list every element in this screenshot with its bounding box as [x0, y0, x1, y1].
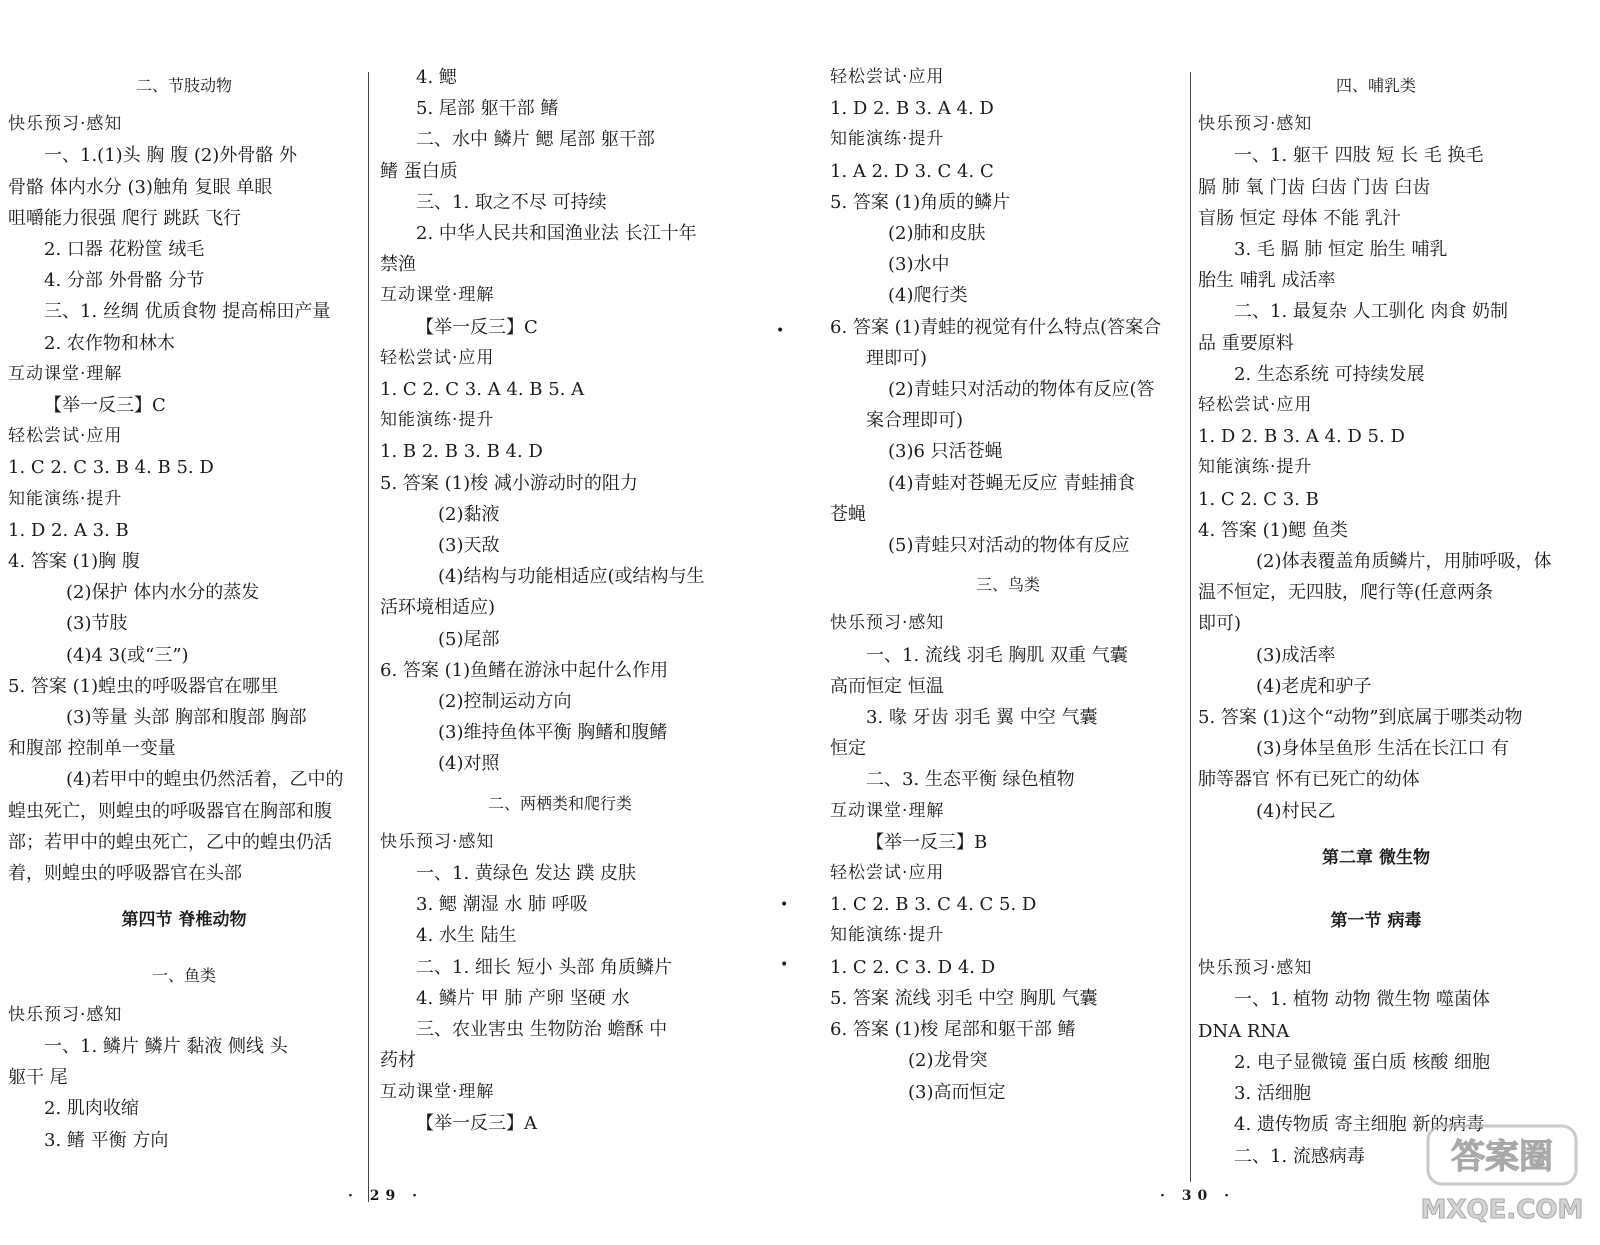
text-line: 肺等器官 怀有已死亡的幼体	[1198, 769, 1420, 791]
column-divider-right	[1190, 72, 1191, 1182]
subsection-label: 快乐预习·感知	[1198, 958, 1313, 979]
margin-dot: •	[776, 323, 785, 339]
subsection-label: 快乐预习·感知	[830, 613, 945, 634]
column-2	[380, 62, 740, 1182]
text-line: (5)尾部	[438, 628, 500, 650]
subsection-label: 轻松尝试·应用	[8, 426, 123, 447]
text-line: 药材	[380, 1050, 416, 1072]
subsection-label: 知能演练·提升	[8, 488, 123, 509]
text-line: 理即可)	[866, 347, 928, 369]
text-line: 和腹部 控制单一变量	[8, 738, 176, 760]
text-line: 5. 答案 (1)梭 减小游动时的阻力	[380, 472, 638, 494]
text-line: 1. C 2. B 3. C 4. C 5. D	[830, 894, 1037, 916]
section-heading: 一、鱼类	[151, 966, 216, 986]
subsection-label: 轻松尝试·应用	[380, 347, 495, 368]
text-line: 一、1.(1)头 胸 腹 (2)外骨骼 外	[44, 145, 298, 167]
text-line: 2. 电子显微镜 蛋白质 核酸 细胞	[1234, 1051, 1491, 1073]
text-line: (3)维持鱼体平衡 胸鳍和腹鳍	[438, 722, 668, 744]
text-line: 案合理即可)	[866, 410, 964, 432]
text-line: 二、1. 细长 短小 头部 角质鳞片	[416, 956, 673, 978]
text-line: 4. 鳞片 甲 肺 产卵 坚硬 水	[416, 987, 630, 1009]
watermark-logo	[1420, 1120, 1585, 1230]
text-line: (3)天敌	[438, 535, 500, 557]
text-line: 二、水中 鳞片 鳃 尾部 躯干部	[416, 129, 655, 151]
text-line: 品 重要原料	[1198, 332, 1294, 354]
subsection-label: 互动课堂·理解	[380, 285, 495, 306]
subsection-label: 轻松尝试·应用	[1198, 395, 1313, 416]
text-line: 禁渔	[380, 254, 416, 276]
column-1	[8, 62, 360, 1182]
page-number-right: · 30 ·	[1160, 1188, 1235, 1204]
text-line: 5. 答案 (1)蝗虫的呼吸器官在哪里	[8, 675, 279, 697]
text-line: 二、1. 最复杂 人工驯化 肉食 奶制	[1234, 301, 1509, 323]
text-line: 二、3. 生态平衡 绿色植物	[866, 769, 1075, 791]
text-line: 4. 分部 外骨骼 分节	[44, 270, 205, 292]
text-line: (2)肺和皮肤	[888, 223, 986, 245]
text-line: 1. C 2. C 3. B	[1198, 488, 1319, 510]
text-line: (3)身体呈鱼形 生活在长江口 有	[1256, 738, 1509, 760]
text-line: 4. 答案 (1)胸 腹	[8, 551, 140, 573]
text-line: (2)龙骨突	[908, 1050, 988, 1072]
text-line: 3. 喙 牙齿 羽毛 翼 中空 气囊	[866, 707, 1098, 729]
subsection-label: 知能演练·提升	[830, 925, 945, 946]
text-line: (2)黏液	[438, 503, 500, 525]
section-heading: 四、哺乳类	[1335, 76, 1416, 95]
text-line: 2. 生态系统 可持续发展	[1234, 363, 1425, 385]
subsection-label: 知能演练·提升	[830, 129, 945, 150]
text-line: 1. D 2. B 3. A 4. D	[830, 98, 994, 120]
text-line: 高而恒定 恒温	[830, 675, 944, 697]
text-line: 4. 遗传物质 寄主细胞 新的病毒	[1234, 1114, 1485, 1136]
text-line: (2)保护 体内水分的蒸发	[66, 582, 260, 604]
text-line: (4)青蛙对苍蝇无反应 青蛙捕食	[888, 472, 1136, 494]
text-line: (3)高而恒定	[908, 1081, 1006, 1103]
subsection-label: 互动课堂·理解	[380, 1081, 495, 1102]
text-line: (3)成活率	[1256, 644, 1336, 666]
column-divider-left	[368, 72, 369, 1202]
section-heading: 第二章 微生物	[1322, 847, 1430, 868]
text-line: 一、1. 鳞片 鳞片 黏液 侧线 头	[44, 1035, 288, 1057]
text-line: (4)老虎和驴子	[1256, 675, 1372, 697]
text-line: 5. 答案 流线 羽毛 中空 胸肌 气囊	[830, 987, 1098, 1009]
text-line: 1. A 2. D 3. C 4. C	[830, 160, 994, 182]
text-line: 一、1. 植物 动物 微生物 噬菌体	[1234, 989, 1491, 1011]
text-line: 2. 中华人民共和国渔业法 长江十年	[416, 223, 697, 245]
text-line: 膈 肺 氧 门齿 臼齿 门齿 臼齿	[1198, 176, 1431, 198]
text-line: 即可)	[1198, 613, 1242, 635]
text-line: 一、1. 躯干 四肢 短 长 毛 换毛	[1234, 145, 1484, 167]
column-4	[1198, 62, 1554, 1182]
text-line: 三、农业害虫 生物防治 蟾酥 中	[416, 1019, 668, 1041]
text-line: 1. C 2. C 3. A 4. B 5. A	[380, 379, 585, 401]
text-line: (4)若甲中的蝗虫仍然活着，乙中的	[66, 769, 344, 791]
text-line: 5. 答案 (1)角质的鳞片	[830, 191, 1011, 213]
text-line: 三、1. 丝绸 优质食物 提高棉田产量	[44, 301, 331, 323]
subsection-label: 快乐预习·感知	[8, 1004, 123, 1025]
text-line: 4. 答案 (1)鳃 鱼类	[1198, 519, 1348, 541]
text-line: 三、1. 取之不尽 可持续	[416, 191, 607, 213]
text-line: (5)青蛙只对活动的物体有反应	[888, 535, 1130, 557]
text-line: 4. 鳃	[416, 67, 457, 88]
text-line: 1. B 2. B 3. B 4. D	[380, 441, 543, 463]
text-line: (3)节肢	[66, 613, 128, 635]
text-line: 1. C 2. C 3. B 4. B 5. D	[8, 457, 214, 479]
text-line: 鳍 蛋白质	[380, 160, 458, 182]
text-line: 盲肠 恒定 母体 不能 乳汁	[1198, 207, 1401, 229]
text-line: 着，则蝗虫的呼吸器官在头部	[8, 863, 242, 885]
text-line: 5. 尾部 躯干部 鳍	[416, 98, 559, 120]
subsection-label: 轻松尝试·应用	[830, 863, 945, 884]
text-line: (3)水中	[888, 254, 950, 276]
text-line: (4)村民乙	[1256, 800, 1336, 822]
section-heading: 三、鸟类	[975, 575, 1040, 595]
text-line: 3. 活细胞	[1234, 1083, 1311, 1105]
text-line: 2. 肌肉收缩	[44, 1098, 139, 1120]
subsection-label: 快乐预习·感知	[380, 831, 495, 852]
text-line: 胎生 哺乳 成活率	[1198, 270, 1336, 292]
text-line: 【举一反三】C	[416, 316, 538, 338]
text-line: 部；若甲中的蝗虫死亡，乙中的蝗虫仍活	[8, 831, 332, 853]
section-heading: 二、两栖类和爬行类	[487, 793, 632, 813]
text-line: 1. D 2. B 3. A 4. D 5. D	[1198, 426, 1405, 448]
text-line: 6. 答案 (1)梭 尾部和躯干部 鳍	[830, 1019, 1076, 1041]
text-line: 6. 答案 (1)青蛙的视觉有什么特点(答案合	[830, 316, 1162, 338]
text-line: (4)4 3(或“三”)	[66, 644, 189, 666]
text-line: 3. 毛 膈 肺 恒定 胎生 哺乳	[1234, 239, 1448, 261]
text-line: 一、1. 黄绿色 发达 蹼 皮肤	[416, 863, 637, 885]
section-heading: 第一节 病毒	[1330, 911, 1422, 932]
subsection-label: 快乐预习·感知	[1198, 114, 1313, 135]
subsection-label: 互动课堂·理解	[8, 363, 123, 384]
text-line: 二、1. 流感病毒	[1234, 1145, 1365, 1167]
subsection-label: 知能演练·提升	[380, 410, 495, 431]
text-line: 2. 农作物和林木	[44, 332, 175, 354]
page-number-left: · 29 ·	[348, 1188, 423, 1204]
text-line: 躯干 尾	[8, 1067, 68, 1089]
text-line: (4)爬行类	[888, 285, 968, 307]
text-line: 蝗虫死亡，则蝗虫的呼吸器官在胸部和腹	[8, 800, 332, 822]
subsection-label: 轻松尝试·应用	[830, 67, 945, 87]
watermark-text-top: 答案圈	[1451, 1137, 1553, 1177]
text-line: 6. 答案 (1)鱼鳍在游泳中起什么作用	[380, 659, 669, 681]
text-line: 5. 答案 (1)这个“动物”到底属于哪类动物	[1198, 707, 1523, 729]
text-line: DNA RNA	[1198, 1020, 1290, 1042]
text-line: 2. 口器 花粉筐 绒毛	[44, 239, 205, 261]
text-line: (4)结构与功能相适应(或结构与生	[438, 566, 705, 588]
text-line: 骨骼 体内水分 (3)触角 复眼 单眼	[8, 176, 273, 198]
text-line: 4. 水生 陆生	[416, 925, 517, 947]
text-line: 【举一反三】A	[416, 1112, 537, 1134]
text-line: 【举一反三】C	[44, 395, 166, 417]
text-line: 【举一反三】B	[866, 831, 988, 853]
watermark-text-bottom: MXQE.COM	[1420, 1195, 1584, 1225]
text-line: 3. 鳃 潮湿 水 肺 呼吸	[416, 894, 588, 916]
margin-dot: •	[780, 957, 789, 973]
text-line: (2)控制运动方向	[438, 691, 572, 713]
subsection-label: 知能演练·提升	[1198, 457, 1313, 478]
text-line: 咀嚼能力很强 爬行 跳跃 飞行	[8, 207, 242, 229]
column-3	[830, 62, 1186, 1182]
text-line: (2)青蛙只对活动的物体有反应(答	[888, 379, 1155, 401]
subsection-label: 互动课堂·理解	[830, 800, 945, 821]
text-line: 一、1. 流线 羽毛 胸肌 双重 气囊	[866, 644, 1128, 666]
text-line: 1. C 2. C 3. D 4. D	[830, 956, 996, 978]
section-heading: 第四节 脊椎动物	[121, 910, 247, 931]
text-line: 活环境相适应)	[380, 597, 496, 619]
text-line: 苍蝇	[830, 503, 866, 525]
text-line: (4)对照	[438, 753, 500, 775]
text-line: (2)体表覆盖角质鳞片，用肺呼吸，体	[1256, 551, 1552, 573]
margin-dot: •	[780, 897, 789, 913]
text-line: (3)6 只活苍蝇	[888, 441, 1003, 463]
subsection-label: 快乐预习·感知	[8, 114, 123, 135]
text-line: 恒定	[830, 738, 866, 760]
text-line: 温不恒定，无四肢，爬行等(任意两条	[1198, 582, 1494, 604]
section-heading: 二、节肢动物	[135, 76, 232, 95]
text-line: 3. 鳍 平衡 方向	[44, 1129, 169, 1151]
text-line: 1. D 2. A 3. B	[8, 519, 129, 541]
text-line: (3)等量 头部 胸部和腹部 胸部	[66, 707, 307, 729]
